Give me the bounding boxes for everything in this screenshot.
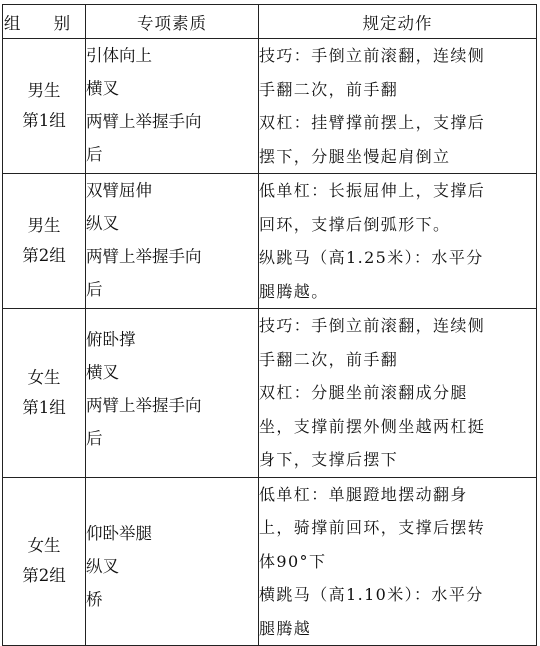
action-line: 双杠：挂臂撑前摆上，支撑后 — [259, 113, 486, 132]
qualities-cell — [86, 174, 259, 309]
quality-item: 后 — [86, 280, 103, 299]
action-line: 横跳马（高1.10米）：水平分 — [259, 585, 484, 604]
quality-item: 两臂上举握手向 — [86, 396, 202, 415]
table-row — [3, 309, 537, 478]
actions-cell — [259, 39, 537, 174]
group-label: 男生 — [27, 216, 61, 235]
qualities-cell — [86, 309, 259, 478]
action-line: 技巧：手倒立前滚翻，连续侧 — [259, 316, 486, 335]
action-line: 回环，支撑后倒弧形下。 — [259, 214, 451, 234]
group-label: 男生 — [27, 81, 61, 100]
exercise-requirements-table — [2, 4, 537, 646]
header-actions: 规定动作 — [259, 5, 537, 39]
action-line: 手翻二次，前手翻 — [259, 349, 399, 369]
action-line: 体90°下 — [259, 551, 327, 571]
group-number: 第1组 — [22, 397, 66, 417]
quality-item: 引体向上 — [86, 46, 152, 65]
quality-item: 两臂上举握手向 — [86, 112, 202, 131]
qualities-cell — [86, 39, 259, 174]
qualities-cell — [86, 477, 259, 646]
quality-item: 后 — [86, 145, 103, 164]
quality-item: 双臂屈伸 — [86, 181, 152, 200]
action-line: 纵跳马（高1.25米）：水平分 — [259, 248, 484, 267]
action-line: 手翻二次，前手翻 — [259, 79, 399, 99]
quality-item: 桥 — [86, 589, 103, 609]
actions-cell — [259, 174, 537, 309]
group-number: 第2组 — [22, 246, 66, 265]
header-row — [3, 5, 537, 39]
group-label: 女生 — [27, 536, 61, 556]
group-cell — [3, 39, 86, 174]
action-line: 低单杠：长振屈伸上，支撑后 — [259, 181, 486, 200]
header-qualities: 专项素质 — [86, 5, 259, 39]
action-line: 低单杠：单腿蹬地摆动翻身 — [259, 484, 468, 504]
quality-item: 横叉 — [86, 363, 119, 382]
quality-item: 纵叉 — [86, 214, 119, 233]
quality-item: 俯卧撑 — [86, 330, 136, 349]
action-line: 腿腾越。 — [259, 281, 329, 301]
actions-cell — [259, 477, 537, 646]
action-line: 技巧：手倒立前滚翻，连续侧 — [259, 46, 486, 65]
action-line: 双杠：分腿坐前滚翻成分腿 — [259, 383, 468, 402]
action-line: 身下，支撑后摆下 — [259, 450, 399, 469]
actions-cell — [259, 309, 537, 478]
table-row — [3, 477, 537, 646]
action-line: 腿腾越 — [259, 618, 312, 638]
group-cell — [3, 309, 86, 478]
action-line: 坐，支撑前摆外侧坐越两杠挺 — [259, 416, 486, 436]
quality-item: 横叉 — [86, 79, 119, 98]
quality-item: 纵叉 — [86, 556, 119, 576]
group-label: 女生 — [27, 367, 61, 387]
group-cell — [3, 174, 86, 309]
group-number: 第2组 — [22, 566, 66, 586]
quality-item: 两臂上举握手向 — [86, 247, 202, 266]
table-row — [3, 174, 537, 309]
header-group: 组 别 — [3, 5, 86, 39]
group-number: 第1组 — [22, 111, 66, 130]
table-row — [3, 39, 537, 174]
action-line: 上，骑撑前回环，支撑后摆转 — [259, 518, 486, 537]
action-line: 摆下，分腿坐慢起肩倒立 — [259, 146, 451, 166]
group-cell — [3, 477, 86, 646]
quality-item: 仰卧举腿 — [86, 523, 152, 543]
quality-item: 后 — [86, 429, 103, 448]
